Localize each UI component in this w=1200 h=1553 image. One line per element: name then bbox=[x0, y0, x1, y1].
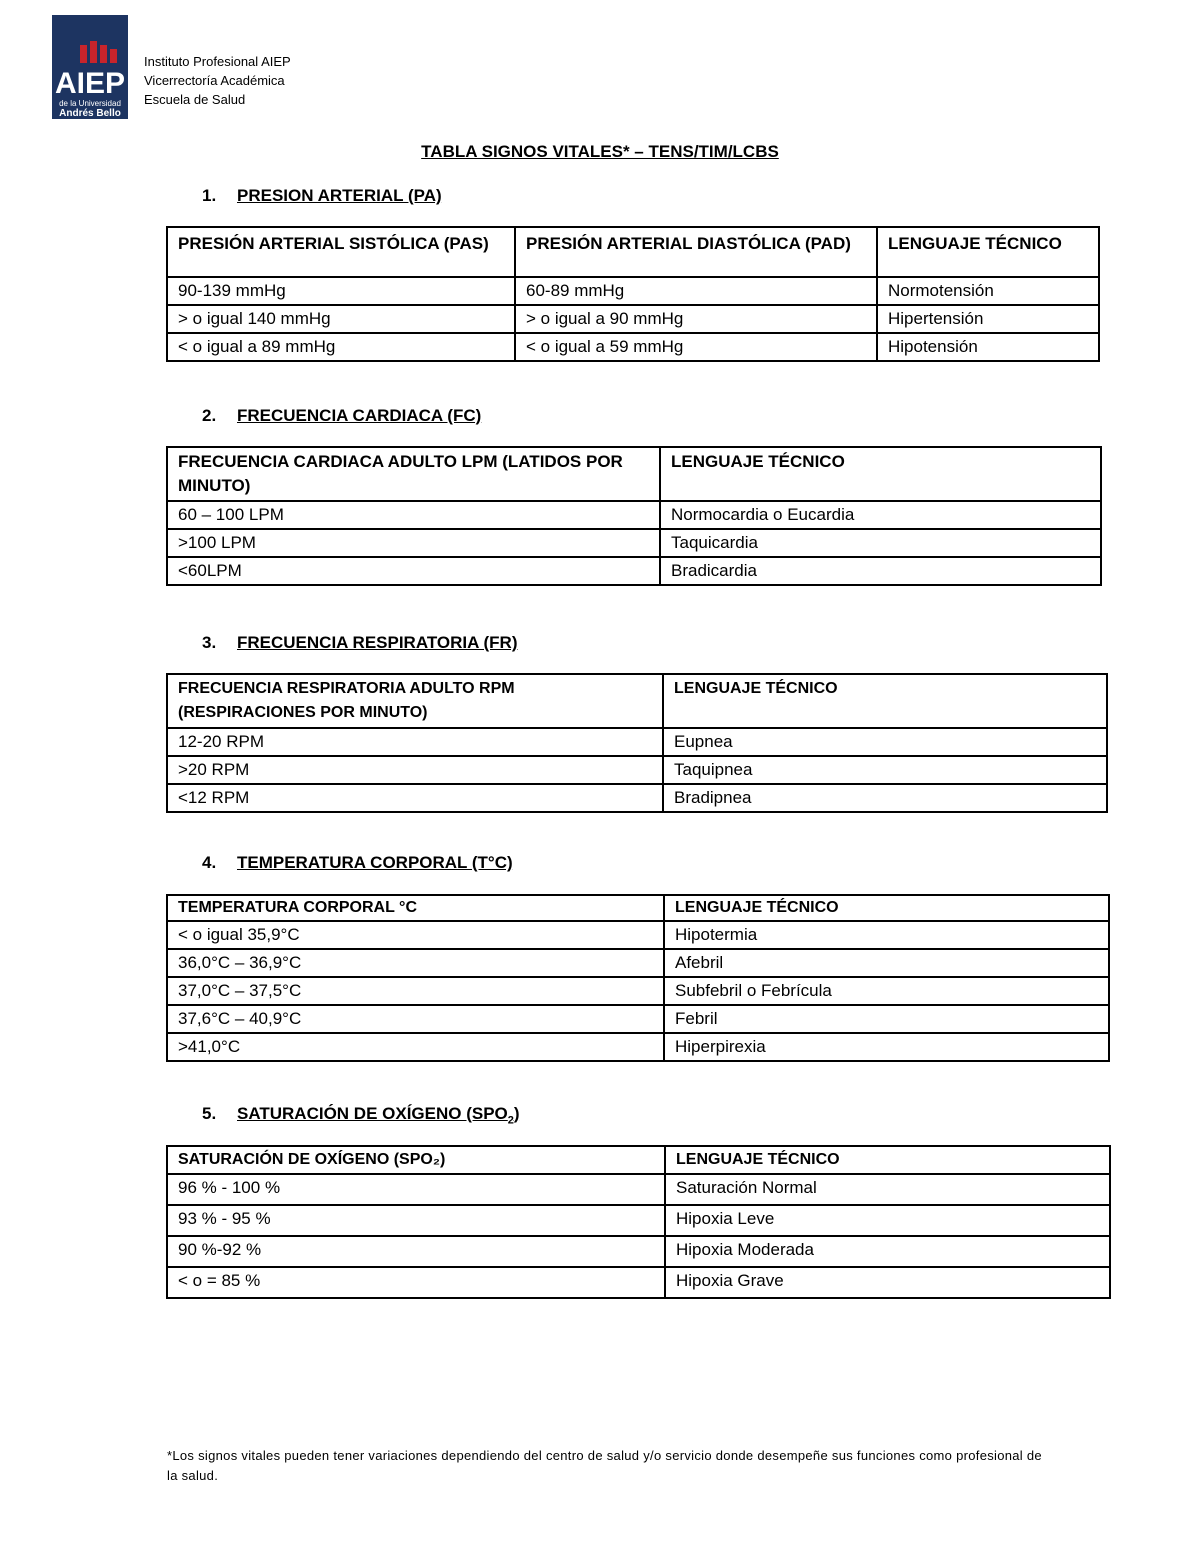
table-row bbox=[167, 529, 1101, 557]
table-cell: > o igual 140 mmHg bbox=[167, 305, 515, 333]
header-cell: PRESIÓN ARTERIAL SISTÓLICA (PAS) bbox=[167, 227, 515, 277]
header-cell: FRECUENCIA RESPIRATORIA ADULTO RPM (RESPIRACIONES POR MINUTO) bbox=[167, 674, 663, 728]
table-cell: >100 LPM bbox=[167, 529, 660, 557]
table-cell: Eupnea bbox=[663, 728, 1107, 756]
table-cell: 36,0°C – 36,9°C bbox=[167, 949, 664, 977]
table-cell: < o igual 35,9°C bbox=[167, 921, 664, 949]
table-cell: Taquipnea bbox=[663, 756, 1107, 784]
table-cell: 90-139 mmHg bbox=[167, 277, 515, 305]
table-cell: Normocardia o Eucardia bbox=[660, 501, 1101, 529]
table-cell: >20 RPM bbox=[167, 756, 663, 784]
svg-text:AIEP: AIEP bbox=[54, 67, 126, 100]
table-row bbox=[167, 921, 1109, 949]
table-cell: 60 – 100 LPM bbox=[167, 501, 660, 529]
table-header-row bbox=[167, 227, 1099, 277]
table-cell: < o igual a 89 mmHg bbox=[167, 333, 515, 361]
table-cell: Hipotensión bbox=[877, 333, 1099, 361]
table-cell: Normotensión bbox=[877, 277, 1099, 305]
section-heading-fc: 2. FRECUENCIA CARDIACA (FC) bbox=[202, 406, 482, 425]
table-row bbox=[167, 1236, 1110, 1267]
table-row bbox=[167, 728, 1107, 756]
aiep-logo bbox=[52, 15, 128, 119]
table-cell: Hiperpirexia bbox=[664, 1033, 1109, 1061]
table-row bbox=[167, 1267, 1110, 1298]
header-cell: PRESIÓN ARTERIAL DIASTÓLICA (PAD) bbox=[515, 227, 877, 277]
institution-name: Instituto Profesional AIEP bbox=[144, 54, 291, 69]
table-cell: Bradicardia bbox=[660, 557, 1101, 585]
table-header-row bbox=[167, 895, 1109, 921]
table-row bbox=[167, 501, 1101, 529]
table-row bbox=[167, 333, 1099, 361]
vice-rectorate: Vicerrectoría Académica bbox=[144, 73, 285, 88]
table-cell: 37,0°C – 37,5°C bbox=[167, 977, 664, 1005]
table-cell: Hipoxia Grave bbox=[665, 1267, 1110, 1298]
table-cell: Bradipnea bbox=[663, 784, 1107, 812]
table-row bbox=[167, 557, 1101, 585]
table-row bbox=[167, 949, 1109, 977]
header-cell: LENGUAJE TÉCNICO bbox=[664, 895, 1109, 921]
table-row bbox=[167, 1205, 1110, 1236]
section-heading-pa: 1. PRESION ARTERIAL (PA) bbox=[202, 186, 442, 205]
svg-text:Andrés Bello: Andrés Bello bbox=[59, 108, 121, 119]
table-row bbox=[167, 977, 1109, 1005]
table-cell: < o = 85 % bbox=[167, 1267, 665, 1298]
table-cell: Afebril bbox=[664, 949, 1109, 977]
table-header-row bbox=[167, 1146, 1110, 1174]
table-pa bbox=[166, 226, 1100, 362]
svg-text:de la Universidad: de la Universidad bbox=[59, 99, 121, 108]
header-cell: LENGUAJE TÉCNICO bbox=[665, 1146, 1110, 1174]
footnote: *Los signos vitales pueden tener variaciones dependiendo del centro de salud y/o servicio donde desempeñe sus funciones como profesional de la salud. bbox=[167, 1448, 1042, 1483]
table-cell: 96 % - 100 % bbox=[167, 1174, 665, 1205]
table-cell: Hipertensión bbox=[877, 305, 1099, 333]
section-heading-tc: 4. TEMPERATURA CORPORAL (T°C) bbox=[202, 853, 513, 872]
table-cell: Saturación Normal bbox=[665, 1174, 1110, 1205]
section-heading-fr: 3. FRECUENCIA RESPIRATORIA (FR) bbox=[202, 633, 518, 652]
table-row bbox=[167, 1005, 1109, 1033]
table-fr bbox=[166, 673, 1108, 813]
table-cell: 93 % - 95 % bbox=[167, 1205, 665, 1236]
table-spo2 bbox=[166, 1145, 1111, 1299]
table-row bbox=[167, 305, 1099, 333]
institution-header bbox=[144, 52, 291, 109]
table-cell: 12-20 RPM bbox=[167, 728, 663, 756]
table-row bbox=[167, 1033, 1109, 1061]
header-cell: TEMPERATURA CORPORAL °C bbox=[167, 895, 664, 921]
header-cell: SATURACIÓN DE OXÍGENO (SPO₂) bbox=[167, 1146, 665, 1174]
header-cell: LENGUAJE TÉCNICO bbox=[877, 227, 1099, 277]
table-row bbox=[167, 756, 1107, 784]
table-cell: Hipotermia bbox=[664, 921, 1109, 949]
table-cell: Hipoxia Moderada bbox=[665, 1236, 1110, 1267]
table-row bbox=[167, 784, 1107, 812]
table-cell: Hipoxia Leve bbox=[665, 1205, 1110, 1236]
table-cell: Subfebril o Febrícula bbox=[664, 977, 1109, 1005]
table-cell: <60LPM bbox=[167, 557, 660, 585]
table-header-row bbox=[167, 674, 1107, 728]
table-cell: 37,6°C – 40,9°C bbox=[167, 1005, 664, 1033]
document-title: TABLA SIGNOS VITALES* – TENS/TIM/LCBS bbox=[421, 142, 779, 161]
table-row bbox=[167, 1174, 1110, 1205]
table-cell: Febril bbox=[664, 1005, 1109, 1033]
section-heading-spo2: 5. SATURACIÓN DE OXÍGENO $(SPO_2)$ bbox=[202, 1104, 520, 1127]
table-cell: <12 RPM bbox=[167, 784, 663, 812]
table-header-row bbox=[167, 447, 1101, 501]
school-name: Escuela de Salud bbox=[144, 92, 246, 107]
table-cell: 90 %-92 % bbox=[167, 1236, 665, 1267]
table-cell: > o igual a 90 mmHg bbox=[515, 305, 877, 333]
table-cell: < o igual a 59 mmHg bbox=[515, 333, 877, 361]
table-cell: Taquicardia bbox=[660, 529, 1101, 557]
table-cell: >41,0°C bbox=[167, 1033, 664, 1061]
header-cell: LENGUAJE TÉCNICO bbox=[660, 447, 1101, 501]
header-cell: LENGUAJE TÉCNICO bbox=[663, 674, 1107, 728]
header-cell: FRECUENCIA CARDIACA ADULTO LPM (LATIDOS POR MINUTO) bbox=[167, 447, 660, 501]
table-cell: 60-89 mmHg bbox=[515, 277, 877, 305]
table-tc bbox=[166, 894, 1110, 1062]
table-row bbox=[167, 277, 1099, 305]
table-fc bbox=[166, 446, 1102, 586]
